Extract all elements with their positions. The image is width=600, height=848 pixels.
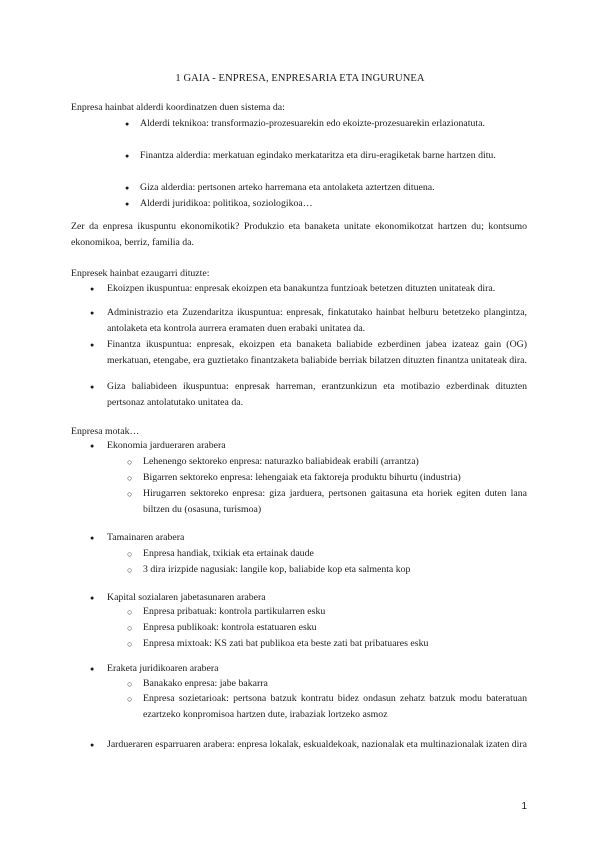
circle-bullet-icon: ○ [127, 679, 133, 689]
feature-item: ● Administrazio eta Zuzendaritza ikuspuntua: enpresak, finkatutako hainbat helburu betetzeko plangintza, antolaketa eta kontrola aurrera eramaten duen erabaki unitatea da. [90, 307, 527, 334]
types-intro: Enpresa motak… [71, 426, 140, 437]
question-paragraph: Zer da enpresa ikuspuntu ekonomikotik? Produkzio eta banaketa unitate ekonomikotzat hartzen du; kontsumo ekonomikoa, berriz, familia da. [71, 221, 527, 248]
page-number: 1 [521, 801, 527, 812]
type-subitem: ○ Enpresa handiak, txikiak eta ertainak daude [143, 546, 527, 562]
type-subitem: ○ Hirugarren sektoreko enpresa: giza jarduera, pertsonen gaitasuna eta horiek egiten duten lana biltzen du (osasuna, turismoa) [127, 488, 527, 515]
type-subitem: ○ Lehenengo sektoreko enpresa: naturazko baliabideak erabili (arrantza) [143, 454, 527, 470]
circle-bullet-icon: ○ [127, 694, 133, 704]
bullet-icon: ● [90, 309, 95, 317]
circle-bullet-icon: ○ [127, 457, 133, 467]
bullet-icon: ● [125, 184, 130, 192]
circle-bullet-icon: ○ [127, 639, 133, 649]
intro-list-item: ● Giza alderdia: pertsonen arteko harremana eta antolaketa aztertzen dituena. [140, 180, 527, 196]
circle-bullet-icon: ○ [127, 473, 133, 483]
circle-bullet-icon: ○ [127, 565, 133, 575]
page-title: 1 GAIA - ENPRESA, ENPRESARIA ETA INGURUNEA [175, 73, 425, 84]
intro-paragraph: Enpresa hainbat alderdi koordinatzen duen sistema da: [71, 102, 285, 113]
type-subitem: ○ Bigarren sektoreko enpresa: lehengaiak eta faktoreja produktu bihurtu (industria) [143, 470, 527, 486]
type-item: ● Jardueraren esparruaren arabera: enpresa lokalak, eskualdekoak, nazionalak eta multinazionalak izaten dira [107, 737, 527, 753]
type-subitem: ○ Enpresa publikoak: kontrola estatuaren esku [143, 620, 527, 636]
bullet-icon: ● [125, 152, 130, 160]
type-subitem: ○ Enpresa mixtoak: KS zati bat publikoa eta beste zati bat pribatuares esku [143, 636, 527, 652]
bullet-icon: ● [125, 200, 130, 208]
intro-list-item: ● Alderdi juridikoa: politikoa, soziologikoa… [140, 196, 527, 212]
feature-item: ● Finantza ikuspuntua: enpresak, ekoizpen eta banaketa baliabide ezberdinen jabea izateaz gain (OG) merkatuan, etengabe, era guztietako finantzaketa baliabide berriak bilatzen dituzten finantza unitateak dira. [90, 339, 527, 366]
circle-bullet-icon: ○ [127, 549, 133, 559]
bullet-icon: ● [90, 534, 95, 542]
bullet-icon: ● [125, 120, 130, 128]
intro-list-item: ● Finantza alderdia: merkatuan egindako merkataritza eta diru-eragiketak barne hartzen ditu. [140, 148, 527, 164]
bullet-icon: ● [90, 594, 95, 602]
type-item: ● Kapital sozialaren jabetasunaren arabera [107, 590, 527, 606]
type-item: ● Eraketa juridikoaren arabera [107, 661, 527, 677]
intro-list-item: ● Alderdi teknikoa: transformazio-prozesuarekin edo ekoizte-prozesuarekin erlazionatuta. [140, 116, 527, 132]
bullet-icon: ● [90, 741, 95, 749]
type-item: ● Tamainaren arabera [107, 530, 527, 546]
type-subitem: ○ Enpresa pribatuak: kontrola partikularren esku [143, 604, 527, 620]
type-subitem: ○ Enpresa sozietarioak: pertsona batzuk kontratu bidez ondasun zehatz batzuk modu bateratuan ezartzeko konpromisoa hartzen dute, irabaziak lortzeko asmoz [127, 693, 527, 720]
type-item: ● Ekonomia jardueraren arabera [107, 438, 527, 454]
bullet-icon: ● [90, 341, 95, 349]
circle-bullet-icon: ○ [127, 607, 133, 617]
type-subitem: ○ Banakako enpresa: jabe bakarra [143, 676, 527, 692]
feature-item: ● Ekoizpen ikuspuntua: enpresak ekoizpen eta banakuntza funtzioak betetzen dituzten unitateak dira. [107, 281, 527, 297]
features-intro: Enpresek hainbat ezaugarri dituzte: [71, 268, 210, 279]
feature-item: ● Giza baliabideen ikuspuntua: enpresak harreman, erantzunkizun eta motibazio ezberdinak dituzten pertsonaz antolatutako unitatea da. [90, 381, 527, 408]
bullet-icon: ● [90, 383, 95, 391]
type-subitem: ○ 3 dira irizpide nagusiak: langile kop, baliabide kop eta salmenta kop [143, 562, 527, 578]
bullet-icon: ● [90, 665, 95, 673]
bullet-icon: ● [90, 285, 95, 293]
circle-bullet-icon: ○ [127, 623, 133, 633]
circle-bullet-icon: ○ [127, 489, 133, 499]
bullet-icon: ● [90, 442, 95, 450]
